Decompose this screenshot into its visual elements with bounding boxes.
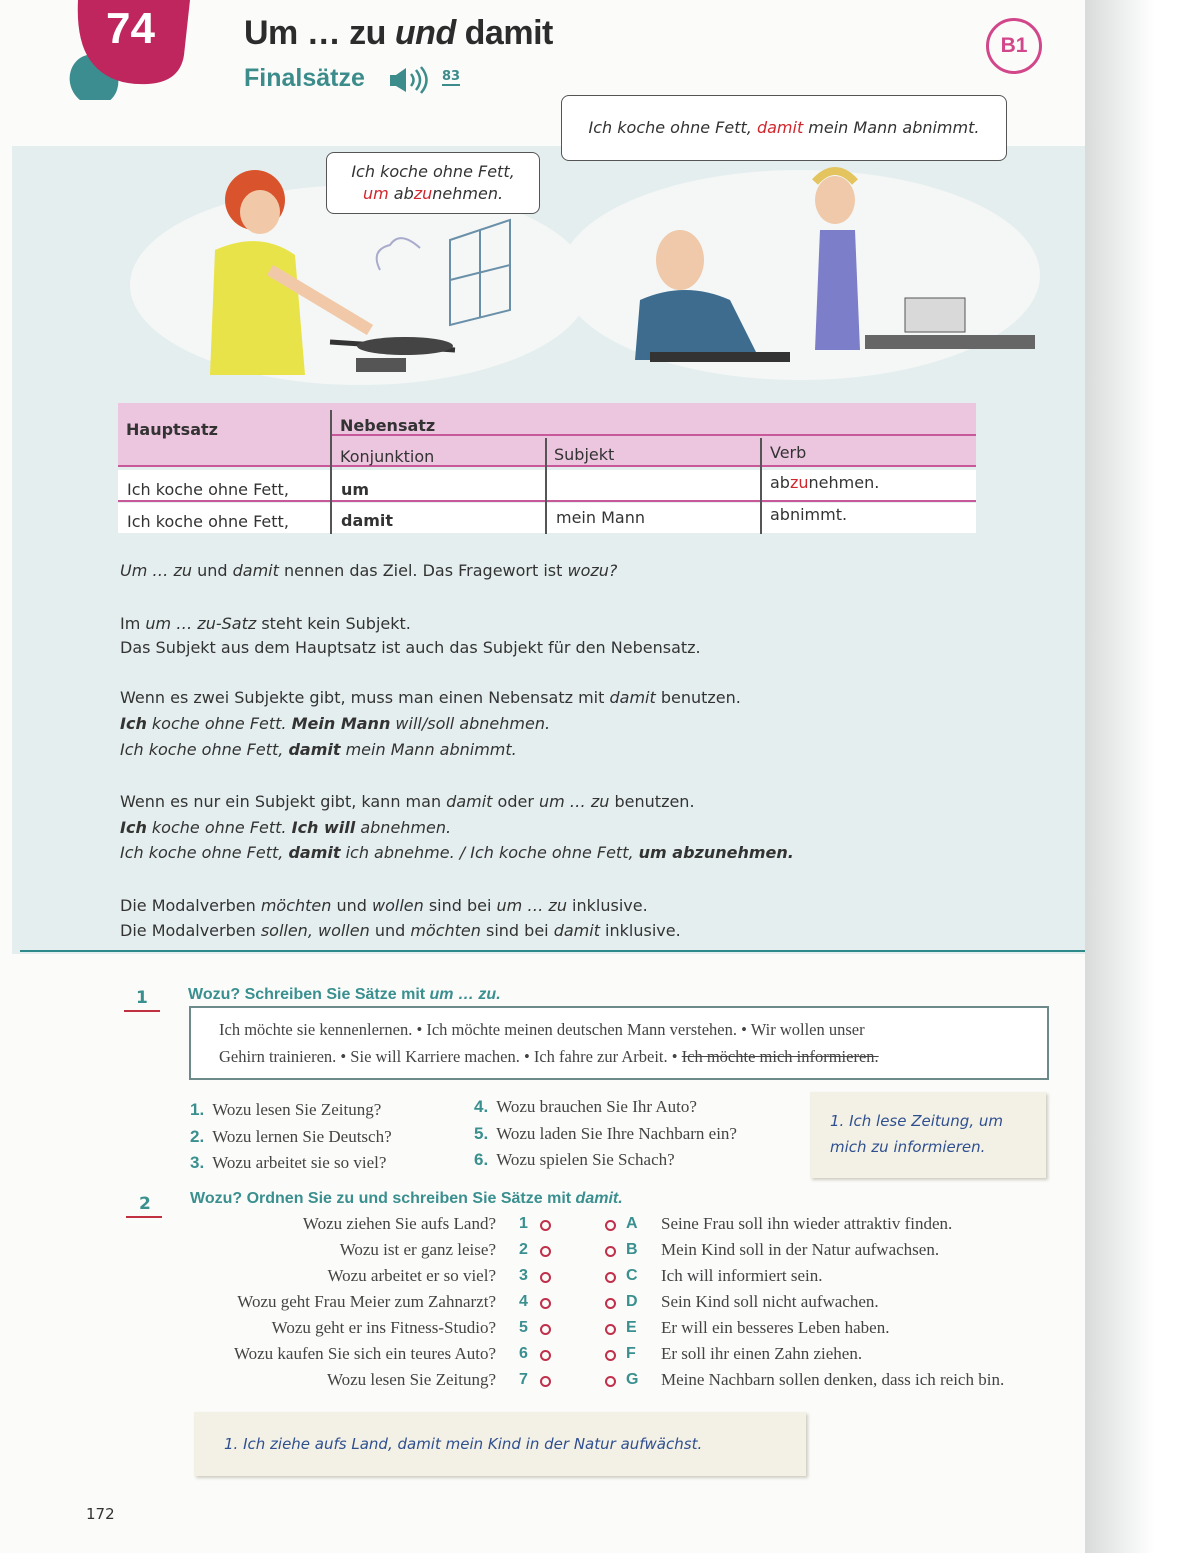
speech-bubble-um-zu: Ich koche ohne Fett, um abzunehmen.	[326, 152, 540, 214]
match-letter: C	[626, 1267, 638, 1284]
match-dot-left[interactable]	[540, 1272, 551, 1283]
rule-example: Ich koche ohne Fett, damit mein Mann abnimmt.	[120, 740, 517, 759]
table-divider	[118, 500, 976, 502]
match-dot-left[interactable]	[540, 1220, 551, 1231]
match-letter: E	[626, 1319, 637, 1336]
exercise-underline	[124, 1010, 160, 1012]
col-header-nebensatz: Nebensatz	[340, 416, 436, 435]
match-number: 5	[519, 1319, 528, 1336]
match-question: Wozu geht Frau Meier zum Zahnarzt?	[237, 1292, 496, 1311]
col-header-verb: Verb	[770, 443, 807, 462]
match-dot-right[interactable]	[605, 1220, 616, 1231]
match-answer: Ich will informiert sein.	[661, 1266, 823, 1285]
match-number: 2	[519, 1241, 528, 1258]
match-dot-left[interactable]	[540, 1350, 551, 1361]
match-answer: Meine Nachbarn sollen denken, dass ich reich bin.	[661, 1370, 1005, 1389]
match-question: Wozu kaufen Sie sich ein teures Auto?	[233, 1344, 496, 1363]
rule-example: Ich koche ohne Fett. Mein Mann will/soll abnehmen.	[120, 714, 551, 733]
match-question: Wozu lesen Sie Zeitung?	[326, 1370, 496, 1389]
cell-konjunktion: um	[341, 480, 370, 499]
table-divider	[330, 410, 332, 534]
match-dot-left[interactable]	[540, 1298, 551, 1309]
audio-track-number: 83	[442, 69, 461, 84]
match-dot-right[interactable]	[605, 1298, 616, 1309]
rule-text: Das Subjekt aus dem Hauptsatz ist auch das Subjekt für den Nebensatz.	[120, 638, 701, 657]
match-answer: Mein Kind soll in der Natur aufwachsen.	[661, 1240, 940, 1259]
match-dot-left[interactable]	[540, 1324, 551, 1335]
exercise-heading: Wozu? Ordnen Sie zu und schreiben Sie Sätze mit damit.	[190, 1190, 623, 1207]
match-dot-right[interactable]	[605, 1246, 616, 1257]
match-dot-right[interactable]	[605, 1324, 616, 1335]
table-divider	[118, 465, 976, 467]
audio-icon	[390, 66, 434, 94]
match-answer: Seine Frau soll ihn wieder attraktiv finden.	[661, 1214, 953, 1233]
exercise-heading: Wozu? Schreiben Sie Sätze mit um … zu.	[188, 986, 501, 1003]
col-header-konjunktion: Konjunktion	[340, 447, 435, 466]
match-number: 7	[519, 1371, 528, 1388]
example-answer-box: 1. Ich ziehe aufs Land, damit mein Kind in der Natur aufwächst.	[194, 1412, 806, 1476]
cell-verb: abnimmt.	[770, 505, 848, 524]
table-divider	[760, 438, 762, 534]
match-question: Wozu arbeitet er so viel?	[327, 1266, 496, 1285]
question-item: 2. Wozu lernen Sie Deutsch?	[190, 1127, 392, 1146]
match-number: 6	[519, 1345, 528, 1362]
question-item: 5. Wozu laden Sie Ihre Nachbarn ein?	[474, 1124, 737, 1143]
rule-example: Ich koche ohne Fett. Ich will abnehmen.	[120, 818, 452, 837]
match-dot-left[interactable]	[540, 1376, 551, 1387]
question-item: 1. Wozu lesen Sie Zeitung?	[190, 1100, 382, 1119]
rule-text: Die Modalverben sollen, wollen und möchten sind bei damit inklusive.	[120, 921, 681, 940]
page-subtitle: Finalsätze	[244, 64, 365, 92]
rule-text: Um … zu und damit nennen das Ziel. Das Fragewort ist wozu?	[120, 561, 618, 580]
match-dot-left[interactable]	[540, 1246, 551, 1257]
match-number: 1	[519, 1215, 528, 1232]
table-divider	[545, 438, 547, 534]
section-divider	[20, 950, 1085, 952]
match-letter: A	[626, 1215, 638, 1232]
cell-subjekt: mein Mann	[556, 508, 645, 527]
col-header-subjekt: Subjekt	[554, 445, 615, 464]
cell-verb: abzunehmen.	[770, 473, 880, 492]
exercise-number: 2	[139, 1194, 151, 1214]
match-letter: F	[626, 1345, 636, 1362]
cell-hauptsatz: Ich koche ohne Fett,	[127, 480, 289, 499]
cell-hauptsatz: Ich koche ohne Fett,	[127, 512, 289, 531]
exercise-underline	[126, 1216, 162, 1218]
speech-bubble-damit: Ich koche ohne Fett, damit mein Mann abnimmt.	[561, 95, 1007, 161]
match-number: 3	[519, 1267, 528, 1284]
exercise-number: 1	[136, 988, 148, 1008]
scan-edge-shadow	[1085, 0, 1200, 1553]
match-dot-right[interactable]	[605, 1376, 616, 1387]
match-dot-right[interactable]	[605, 1272, 616, 1283]
question-item: 6. Wozu spielen Sie Schach?	[474, 1150, 675, 1169]
match-letter: G	[626, 1371, 639, 1388]
word-box: Ich möchte sie kennenlernen. • Ich möchte meinen deutschen Mann verstehen. • Wir wollen unser Gehirn trainieren. • Sie will Karriere machen. • Ich fahre zur Arbeit. • Ich möchte mich informieren.	[189, 1006, 1049, 1080]
match-answer: Er will ein besseres Leben haben.	[661, 1318, 890, 1337]
rule-example: Ich koche ohne Fett, damit ich abnehme. / Ich koche ohne Fett, um abzunehmen.	[120, 843, 794, 862]
rule-text: Die Modalverben möchten und wollen sind bei um … zu inklusive.	[120, 896, 648, 915]
level-badge: B1	[986, 18, 1042, 74]
chapter-number: 74	[106, 4, 155, 53]
match-answer: Er soll ihr einen Zahn ziehen.	[661, 1344, 863, 1363]
rule-text: Wenn es zwei Subjekte gibt, muss man einen Nebensatz mit damit benutzen.	[120, 688, 741, 707]
question-item: 4. Wozu brauchen Sie Ihr Auto?	[474, 1097, 697, 1116]
match-question: Wozu geht er ins Fitness-Studio?	[271, 1318, 496, 1337]
col-header-hauptsatz: Hauptsatz	[126, 420, 218, 439]
match-letter: B	[626, 1241, 638, 1258]
cooking-illustration	[120, 160, 1040, 388]
match-number: 4	[519, 1293, 528, 1310]
page-number: 172	[86, 1505, 115, 1523]
match-dot-right[interactable]	[605, 1350, 616, 1361]
cell-konjunktion: damit	[341, 511, 394, 530]
match-letter: D	[626, 1293, 638, 1310]
match-question: Wozu ist er ganz leise?	[339, 1240, 496, 1259]
example-answer-box: 1. Ich lese Zeitung, um mich zu informieren.	[810, 1092, 1046, 1178]
match-question: Wozu ziehen Sie aufs Land?	[302, 1214, 496, 1233]
rule-text: Wenn es nur ein Subjekt gibt, kann man damit oder um … zu benutzen.	[120, 792, 695, 811]
match-answer: Sein Kind soll nicht aufwachen.	[661, 1292, 879, 1311]
page-title: Um … zu und damit	[244, 14, 553, 52]
rule-text: Im um … zu-Satz steht kein Subjekt.	[120, 614, 411, 633]
question-item: 3. Wozu arbeitet sie so viel?	[190, 1153, 387, 1172]
